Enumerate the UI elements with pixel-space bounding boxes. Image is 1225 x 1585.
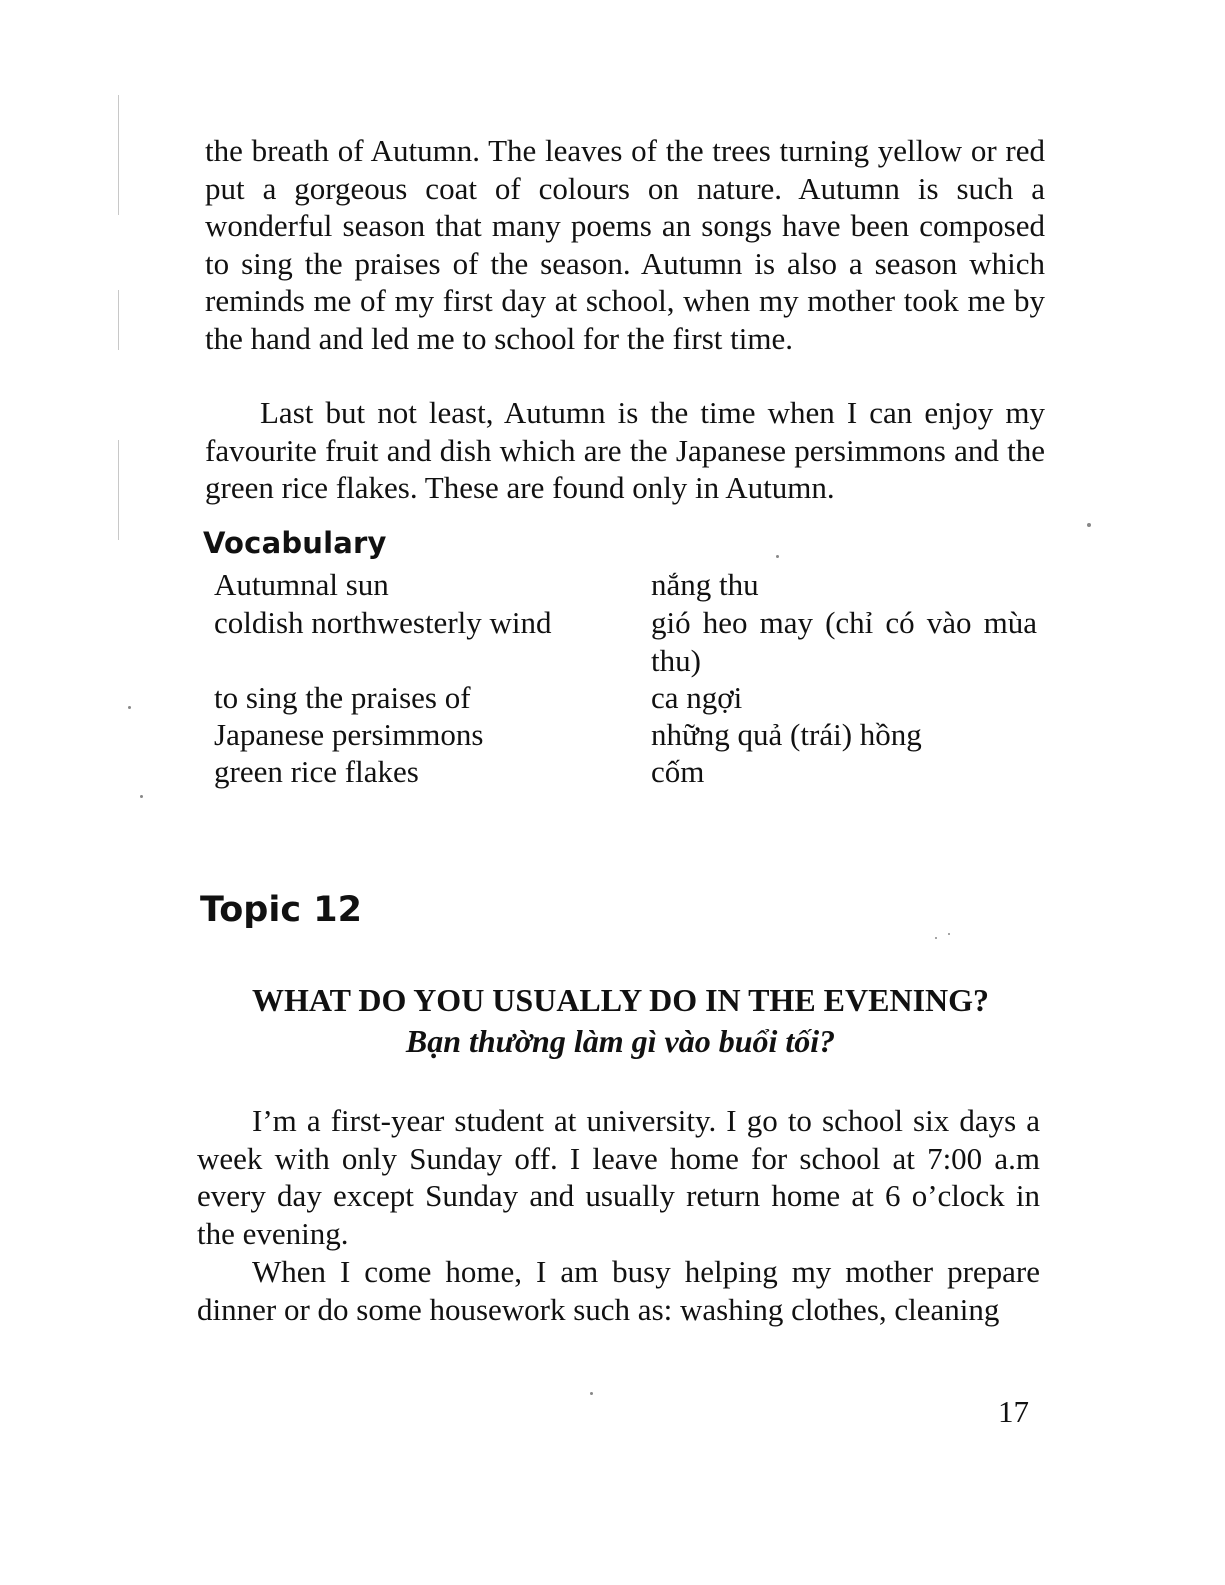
vocabulary-term: Autumnal sun — [214, 567, 389, 602]
vocabulary-term: to sing the praises of — [214, 680, 471, 715]
scan-speck — [776, 555, 779, 558]
scan-speck — [935, 937, 937, 939]
vocabulary-heading: Vocabulary — [203, 526, 387, 560]
vocabulary-definition: cốm — [651, 754, 705, 789]
lesson-title: WHAT DO YOU USUALLY DO IN THE EVENING? — [251, 982, 990, 1018]
topic-label: Topic 12 — [200, 890, 362, 930]
scan-speck — [1087, 523, 1091, 527]
paragraph-autumn-description: the breath of Autumn. The leaves of the trees turning yellow or red put a gorgeous coat of colours on nature. Autumn is such a wonderful season that many poems an songs have been composed to sing the praises of the season. Autumn is also a season which reminds me of my first day at school, when my mother took me by the hand and led me to school for the first time. — [205, 133, 1045, 356]
scan-speck — [590, 1392, 593, 1395]
paragraph-evening-chores: When I come home, I am busy helping my mother prepare dinner or do some housework such as: washing clothes, cleaning — [197, 1254, 1040, 1327]
scan-margin-mark — [118, 95, 119, 215]
scan-speck — [140, 795, 143, 798]
vocabulary-term: Japanese persimmons — [214, 717, 484, 752]
vocabulary-definition: gió heo may (chỉ có vào mùa thu) — [651, 605, 1037, 678]
scan-margin-mark — [118, 440, 119, 540]
paragraph-student-routine: I’m a first-year student at university. I go to school six days a week with only Sunday off. I leave home for school at 7:00 a.m every day except Sunday and usually return home at 6 o’clock in the evening. — [197, 1103, 1040, 1251]
vocabulary-definition: ca ngợi — [651, 680, 743, 715]
vocabulary-term: coldish northwesterly wind — [214, 605, 552, 640]
page-number: 17 — [998, 1394, 1029, 1429]
scan-speck — [128, 706, 131, 709]
scan-margin-mark — [118, 290, 119, 350]
vocabulary-definition: nắng thu — [651, 567, 759, 602]
vocabulary-definition: những quả (trái) hồng — [651, 717, 922, 752]
lesson-subtitle: Bạn thường làm gì vào buổi tối? — [405, 1023, 836, 1059]
scan-speck — [948, 933, 950, 935]
vocabulary-term: green rice flakes — [214, 754, 419, 789]
paragraph-autumn-fruit: Last but not least, Autumn is the time when I can enjoy my favourite fruit and dish which are the Japanese persimmons and the green rice flakes. These are found only in Autumn. — [205, 395, 1045, 506]
